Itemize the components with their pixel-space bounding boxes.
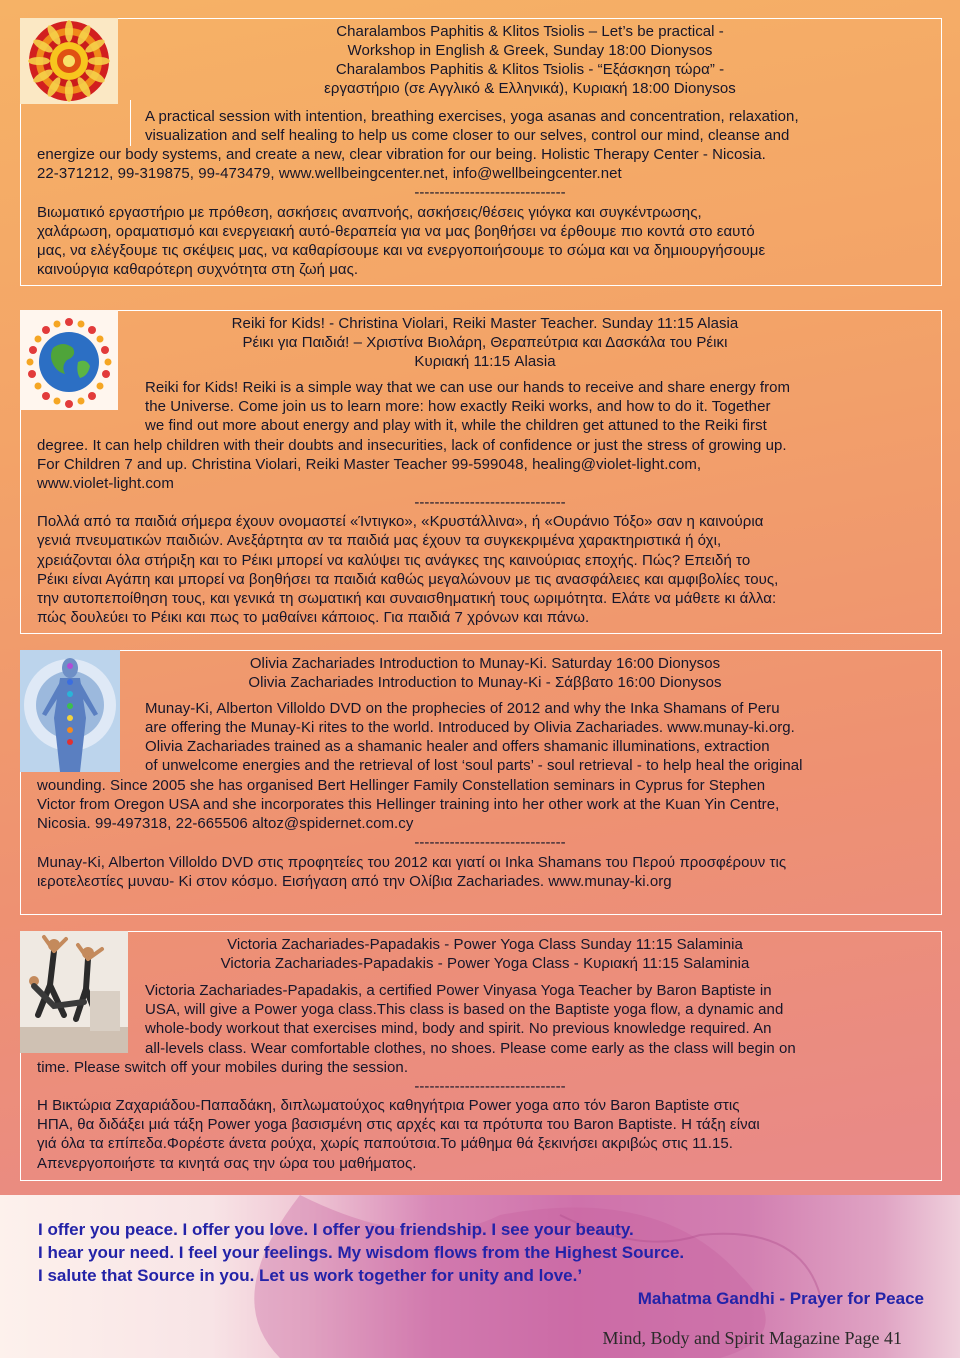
block1-header-line: εργαστήριο (σε Αγγλικό & Ελληνικά), Κυριακή 18:00 Dionysos [324,80,736,97]
block3-body-line: ιεροτελεστίες μυναυ- Ki στον κόσμο. Εισήγαση από την Ολίβια Zachariades. www.munay-ki.org [37,873,672,890]
quote-line: I salute that Source in you. Let us work together for unity and love.’ [38,1266,583,1285]
block1-body-line: energize our body systems, and create a new, clear vibration for our being. Holistic Therapy Center - Nicosia. [37,146,766,163]
block2-body-line: την αυτοπεποίθηση τους, και γενικά τη σωματική και συναισθηματική τους ωριμότητα. Ελάτε να μάθετε κι άλλα: [37,590,777,607]
block2-body-line: Πολλά από τα παιδιά σήμερα έχουν ονομαστεί «Ίντιγκο», «Κρυστάλλινα», ή «Ουράνιο Τόξο» σαν η καινούρια [37,513,764,530]
block1-separator: ------------------------------ [414,184,566,201]
block2-body-line: For Children 7 and up. Christina Violari, Reiki Master Teacher 99-599048, healing@violet-light.com, [37,456,702,473]
mandala-image [20,18,118,104]
block2-body-line: πώς δουλεύει το Ρέικι και πως το μαθαίνει κάποιος. Για παιδιά 7 χρόνων και πάνω. [37,609,590,626]
block1-body-line: Βιωματικό εργαστήριο με πρόθεση, ασκήσεις αναπνοής, ασκήσεις/θέσεις γιόγκα και συγκέντρωσης, [37,204,702,221]
block4-body-line: USA, will give a Power yoga class.This class is based on the Baptiste yoga flow, a dynamic and [145,1001,784,1018]
block3-body-line: Nicosia. 99-497318, 22-665506 altoz@spidernet.com.cy [37,815,414,832]
block3-body-line: of unwelcome energies and the retrieval of lost ‘soul parts’ - soul retrieval - to help heal the original [145,757,803,774]
block4-body-line: Απενεργοποιήστε τα κινητά σας την ώρα του μαθήματος. [37,1155,417,1172]
block1-body-line: A practical session with intention, breathing exercises, yoga asanas and concentration, relaxation, [145,108,799,125]
block2-separator: ------------------------------ [414,494,566,511]
block2-body-line: Reiki for Kids! Reiki is a simple way that we can use our hands to receive and share energy from [145,379,791,396]
block3-header-line: Olivia Zachariades Introduction to Munay-Ki - Σάββατο 16:00 Dionysos [248,674,722,691]
block4-header-line: Victoria Zachariades-Papadakis - Power Yoga Class Sunday 11:15 Salaminia [227,936,743,953]
block4-body-line: all-levels class. Wear comfortable clothes, no shoes. Please come early as the class will begin on [145,1040,796,1057]
block4-body-line: γιά όλα τα επίπεδα.Φορέστε άνετα ρούχα, χωρίς παπούτσια.Το μάθημα θά ξεκινήσει ακριβώς στις 11.15. [37,1135,733,1152]
block2-body-line: www.violet-light.com [37,475,174,492]
block3-separator: ------------------------------ [414,834,566,851]
block4-body-line: ΗΠΑ, θα διδάξει μιά τάξη Power yoga βασισμένη στις αρχές και τα πρότυπα του Baron Baptiste. Η τάξη είναι [37,1116,760,1133]
block1-body-line: χαλάρωση, οραματισμό και ενεργειακή αυτό-θεραπεία για να μας βοηθήσει να έρθουμε πιο κοντά στο εαυτό [37,223,755,240]
block2-body-line: Ρέικι είναι Αγάπη και μπορεί να βοηθήσει τα παιδιά καθώς μεγαλώνουν με τις ανασφάλειες και αμφιβολίες τους, [37,571,779,588]
block3-body-line: wounding. Since 2005 she has organised Bert Hellinger Family Constellation seminars in Cyprus for Stephen [37,777,766,794]
block3-body-line: Olivia Zachariades trained as a shamanic healer and offers shamanic illuminations, extraction [145,738,770,755]
block2-body-line: the Universe. Come join us to learn more: how exactly Reiki works, and how to do it. Together [145,398,771,415]
block1-body-line: 22-371212, 99-319875, 99-473479, www.wellbeingcenter.net, info@wellbeingcenter.net [37,165,622,182]
block1-body-line: καινούργια καθαρότερη συχνότητα στη ζωή μας. [37,261,359,278]
block1-header-line: Workshop in English & Greek, Sunday 18:00 Dionysos [347,42,713,59]
block1-body-line: μας, να ελέγξουμε τις σκέψεις μας, να καθαρίσουμε και να ενεργοποιήσουμε το σώμα και να δημιουργήσουμε [37,242,766,259]
block2-body-line: χρειάζονται όλα στήριξη και το Ρέικι μπορεί να καλύψει τις ανάγκες της καινούριας εποχής. Πώς? Επειδή το [37,552,751,569]
quote-line: I hear your need. I feel your feelings. My wisdom flows from the Highest Source. [38,1243,685,1262]
block3-header-line: Olivia Zachariades Introduction to Munay-Ki. Saturday 16:00 Dionysos [249,655,721,672]
block2-header-line: Κυριακή 11:15 Alasia [414,353,556,370]
yoga-class-image [20,931,128,1053]
block2-body-line: degree. It can help children with their doubts and insecurities, lack of confidence or just the stress of growing up. [37,437,787,454]
block2-header-line: Ρέικι για Παιδιά! – Χριστίνα Βιολάρη, Θεραπεύτρια και Δασκάλα του Ρέικι [242,334,728,351]
quote-attribution: Mahatma Gandhi - Prayer for Peace [637,1289,924,1308]
block4-header-line: Victoria Zachariades-Papadakis - Power Yoga Class - Κυριακή 11:15 Salaminia [220,955,750,972]
block2-header-line: Reiki for Kids! - Christina Violari, Reiki Master Teacher. Sunday 11:15 Alasia [231,315,739,332]
block1-body-line: visualization and self healing to help us come closer to our selves, control our mind, cleanse and [145,127,790,144]
block1-header-line: Charalambos Paphitis & Klitos Tsiolis - “Εξάσκηση τώρα” - [335,61,725,78]
block4-body-line: time. Please switch off your mobiles during the session. [37,1059,409,1076]
page-footer: Mind, Body and Spirit Magazine Page 41 [602,1328,902,1348]
kids-globe-image [20,310,118,410]
block3-body-line: Victor from Oregon USA and she incorporates this Hellinger training into her other work at the Kuan Yin Centre, [37,796,780,813]
block4-body-line: Victoria Zachariades-Papadakis, a certified Power Vinyasa Yoga Teacher by Baron Baptiste in [145,982,772,999]
block1-header-line: Charalambos Paphitis & Klitos Tsiolis – Let’s be practical - [336,23,724,40]
block3-body-line: Munay-Ki, Alberton Villoldo DVD στις προφητείες του 2012 και γιατί οι Inka Shamans του Περού προσφέρουν τις [37,854,787,871]
block3-body-line: are offering the Munay-Ki rites to the world. Introduced by Olivia Zachariades. www.munay-ki.org. [145,719,795,736]
block4-body-line: whole-body workout that exercises mind, body and spirit. No previous knowledge required. An [145,1020,772,1037]
block2-body-line: we find out more about energy and play with it, while the children get attuned to the Reiki first [145,417,767,434]
quote-line: I offer you peace. I offer you love. I offer you friendship. I see your beauty. [38,1220,634,1239]
block3-body-line: Munay-Ki, Alberton Villoldo DVD on the prophecies of 2012 and why the Inka Shamans of Peru [145,700,780,717]
block4-body-line: Η Βικτώρια Ζαχαριάδου-Παπαδάκη, διπλωματούχος καθηγήτρια Power yoga απο τόν Baron Baptiste στις [37,1097,740,1114]
chakra-body-image [20,650,120,772]
block2-body-line: γενιά πνευματικών παιδιών. Ανεξάρτητα αν τα παιδιά μας έχουν τα συγκεκριμένα χαρακτηριστικά ή όχι, [37,532,722,549]
block4-separator: ------------------------------ [414,1078,566,1095]
